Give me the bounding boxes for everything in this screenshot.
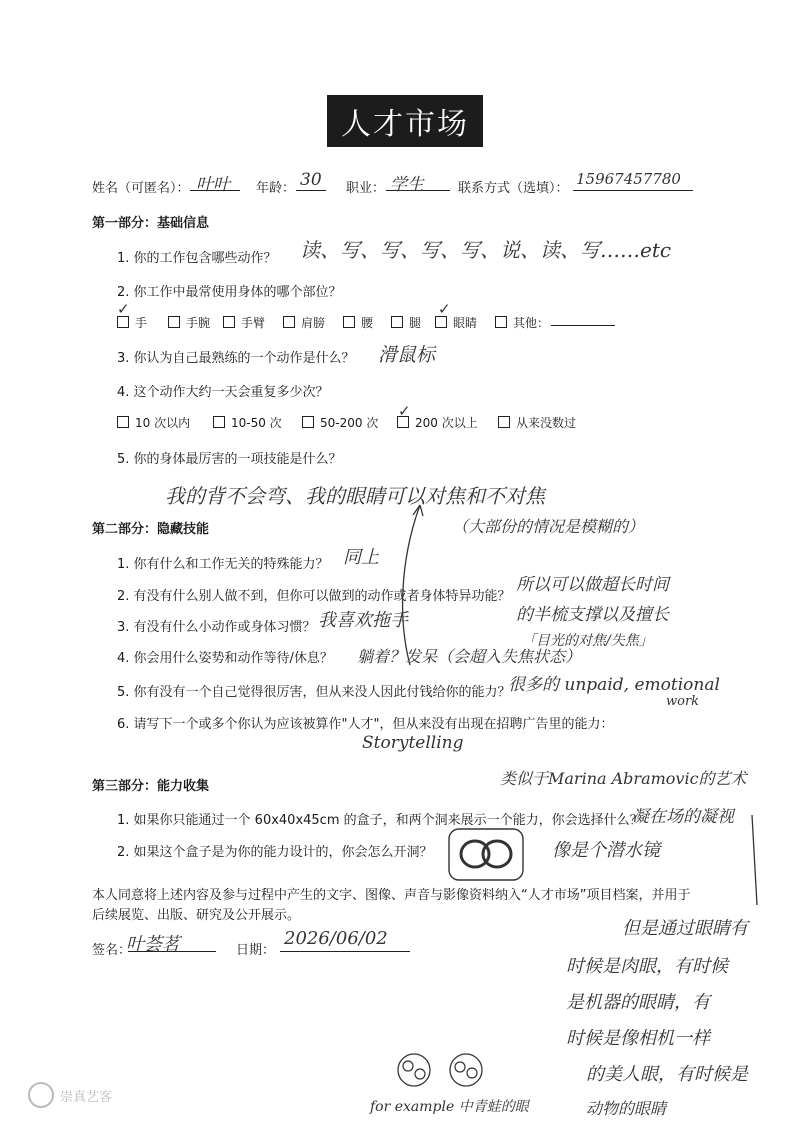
- form-title: 人才市场: [327, 95, 483, 147]
- signature-value[interactable]: 叶荟茗: [126, 934, 180, 955]
- checkbox-icon[interactable]: [302, 416, 314, 428]
- freq-option-5[interactable]: 从来没数过: [498, 414, 576, 431]
- part2-title: 第二部分：隐藏技能: [92, 522, 210, 537]
- part2-a6[interactable]: Storytelling: [362, 733, 464, 753]
- contact-value[interactable]: 15967457780: [576, 170, 681, 188]
- name-label: 姓名（可匿名）：: [92, 181, 190, 196]
- option-leg[interactable]: 腿: [391, 314, 421, 331]
- watermark: 崇真艺客: [28, 1082, 112, 1108]
- side-note-2: 时候是肉眼，有时候: [566, 956, 728, 977]
- checkbox-icon[interactable]: [343, 316, 355, 328]
- part3-q2: 2. 如果这个盒子是为你的能力设计的，你会怎么开洞？: [117, 845, 433, 860]
- age-value[interactable]: 30: [300, 170, 322, 190]
- consent-line1: 本人同意将上述内容及参与过程中产生的文字、图像、声音与影像资料纳入“人才市场”项目档案，并用于: [92, 888, 691, 903]
- check-mark-icon: ✓: [398, 402, 411, 420]
- part1-a5-note[interactable]: （大部份的情况是模糊的）: [452, 517, 645, 536]
- part1-q1: 1. 你的工作包含哪些动作？: [117, 251, 277, 266]
- contact-label: 联系方式（选填）：: [458, 181, 569, 196]
- side-note-3: 是机器的眼睛，有: [566, 992, 710, 1013]
- check-mark-icon: ✓: [438, 300, 451, 318]
- side-note-5: 的美人眼，有时候是: [586, 1064, 748, 1085]
- part1-a3[interactable]: 滑鼠标: [378, 344, 436, 366]
- part2-a1[interactable]: 同上: [343, 547, 379, 568]
- part1-q3: 3. 你认为自己最熟练的一个动作是什么？: [117, 351, 355, 366]
- option-hand[interactable]: 手: [117, 314, 147, 331]
- check-mark-icon: ✓: [117, 300, 130, 318]
- part3-q1: 1. 如果你只能通过一个 60x40x45cm 的盒子，和两个洞来展示一个能力，你会选择什么？: [117, 813, 643, 828]
- job-label: 职业：: [346, 181, 386, 196]
- part2-a2-line2[interactable]: 的半梳支撑以及擅长: [516, 605, 669, 625]
- part1-q4: 4. 这个动作大约一天会重复多少次？: [117, 385, 329, 400]
- part2-a2-line1[interactable]: 所以可以做超长时间: [516, 575, 669, 595]
- option-other[interactable]: 其他：: [495, 314, 549, 331]
- part2-q2: 2. 有没有什么别人做不到，但你可以做到的动作或者身体特异功能？: [117, 589, 511, 604]
- checkbox-icon[interactable]: [168, 316, 180, 328]
- eye-sketch-icon: [392, 1050, 492, 1090]
- part2-a5-line1[interactable]: 很多的 unpaid, emotional: [508, 675, 720, 695]
- checkbox-icon[interactable]: [498, 416, 510, 428]
- side-note-6: 动物的眼睛: [586, 1099, 667, 1118]
- checkbox-icon[interactable]: [117, 416, 129, 428]
- option-shoulder[interactable]: 肩膀: [283, 314, 325, 331]
- part1-title: 第一部分：基础信息: [92, 216, 210, 231]
- side-note-1: 但是通过眼睛有: [622, 918, 748, 939]
- part2-q1: 1. 你有什么和工作无关的特殊能力？: [117, 557, 329, 572]
- part3-a1[interactable]: 凝在场的凝视: [632, 807, 734, 827]
- side-note-4: 时候是像相机一样: [566, 1028, 710, 1049]
- freq-option-4[interactable]: 200 次以上: [397, 414, 478, 431]
- freq-option-1[interactable]: 10 次以内: [117, 414, 190, 431]
- part2-q3: 3. 有没有什么小动作或身体习惯？: [117, 620, 316, 635]
- freq-option-3[interactable]: 50-200 次: [302, 414, 378, 431]
- part2-a4[interactable]: 躺着？发呆（会超入失焦状态）: [357, 647, 582, 666]
- name-value[interactable]: 叶叶: [196, 175, 230, 195]
- checkbox-icon[interactable]: [223, 316, 235, 328]
- signature-label: 签名：: [92, 943, 132, 958]
- age-label: 年龄：: [256, 181, 296, 196]
- part1-q5: 5. 你的身体最厉害的一项技能是什么？: [117, 452, 342, 467]
- part3-a2[interactable]: 像是个潜水镜: [552, 840, 660, 861]
- part3-note-top[interactable]: 类似于Marina Abramovic的艺术: [500, 769, 747, 788]
- watermark-logo-icon: [28, 1082, 54, 1108]
- date-label: 日期：: [236, 943, 276, 958]
- date-value[interactable]: 2026/06/02: [284, 928, 388, 949]
- checkbox-icon[interactable]: [391, 316, 403, 328]
- option-waist[interactable]: 腰: [343, 314, 373, 331]
- checkbox-icon[interactable]: [495, 316, 507, 328]
- option-eyes[interactable]: 眼睛: [435, 314, 477, 331]
- bottom-note: for example 中青蛙的眼: [370, 1099, 529, 1115]
- goggle-sketch-icon: [445, 826, 527, 884]
- job-value[interactable]: 学生: [390, 175, 424, 195]
- part2-a3[interactable]: 我喜欢拖手: [318, 610, 408, 631]
- part2-a2-line3[interactable]: 「目光的对焦/失焦」: [522, 633, 653, 649]
- part2-q5: 5. 你有没有一个自己觉得很厉害，但从来没人因此付钱给你的能力？: [117, 685, 511, 700]
- part1-q2: 2. 你工作中最常使用身体的哪个部位？: [117, 285, 342, 300]
- option-arm[interactable]: 手臂: [223, 314, 265, 331]
- part2-q4: 4. 你会用什么姿势和动作等待/休息？: [117, 651, 333, 666]
- part2-a5-line2[interactable]: work: [666, 694, 700, 709]
- checkbox-icon[interactable]: [283, 316, 295, 328]
- part1-a1[interactable]: 读、写、写、写、写、说、读、写……etc: [300, 238, 672, 262]
- part2-q6: 6. 请写下一个或多个你认为应该被算作"人才"，但从来没有出现在招聘广告里的能力：: [117, 717, 614, 732]
- option-wrist[interactable]: 手腕: [168, 314, 210, 331]
- freq-option-2[interactable]: 10-50 次: [213, 414, 282, 431]
- checkbox-icon[interactable]: [213, 416, 225, 428]
- part1-a5[interactable]: 我的背不会弯、我的眼睛可以对焦和不对焦: [165, 484, 545, 508]
- part3-title: 第三部分：能力收集: [92, 779, 210, 794]
- consent-line2: 后续展览、出版、研究及公开展示。: [92, 908, 301, 923]
